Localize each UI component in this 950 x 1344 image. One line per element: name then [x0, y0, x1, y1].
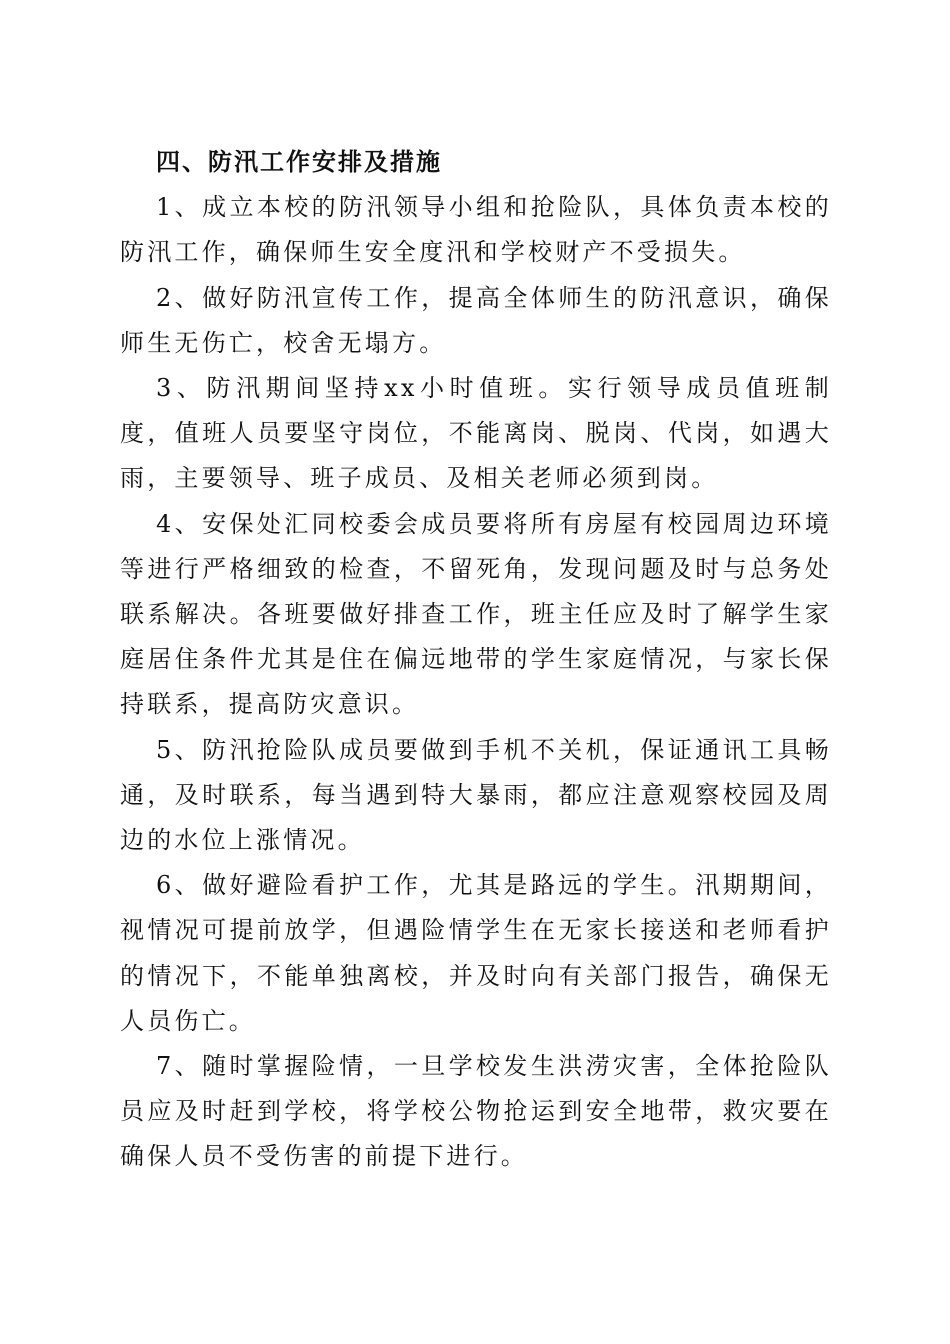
paragraph-6: 6、做好避险看护工作，尤其是路远的学生。汛期期间，视情况可提前放学，但遇险情学生在无家长接送和老师看护的情况下，不能单独离校，并及时向有关部门报告，确保无人员伤亡。 — [120, 871, 832, 1035]
document-body — [120, 140, 832, 1180]
paragraph-5: 5、防汛抢险队成员要做到手机不关机，保证通讯工具畅通，及时联系，每当遇到特大暴雨，都应注意观察校园及周边的水位上涨情况。 — [120, 735, 832, 855]
paragraph-4: 4、安保处汇同校委会成员要将所有房屋有校园周边环境等进行严格细致的检查，不留死角，发现问题及时与总务处联系解决。各班要做好排查工作，班主任应及时了解学生家庭居住条件尤其是住在偏远地带的学生家庭情况，与家长保持联系，提高防灾意识。 — [120, 509, 832, 719]
paragraph-1: 1、成立本校的防汛领导小组和抢险队，具体负责本校的防汛工作，确保师生安全度汛和学校财产不受损失。 — [120, 193, 832, 267]
paragraph-2: 2、做好防汛宣传工作，提高全体师生的防汛意识，确保师生无伤亡，校舍无塌方。 — [120, 283, 832, 357]
paragraph-3: 3、防汛期间坚持xx小时值班。实行领导成员值班制度，值班人员要坚守岗位，不能离岗、脱岗、代岗，如遇大雨，主要领导、班子成员、及相关老师必须到岗。 — [120, 374, 832, 493]
paragraph-7: 7、随时掌握险情，一旦学校发生洪涝灾害，全体抢险队员应及时赶到学校，将学校公物抢运到安全地带，救灾要在确保人员不受伤害的前提下进行。 — [120, 1052, 832, 1171]
section-heading: 四、防汛工作安排及措施 — [156, 148, 442, 176]
